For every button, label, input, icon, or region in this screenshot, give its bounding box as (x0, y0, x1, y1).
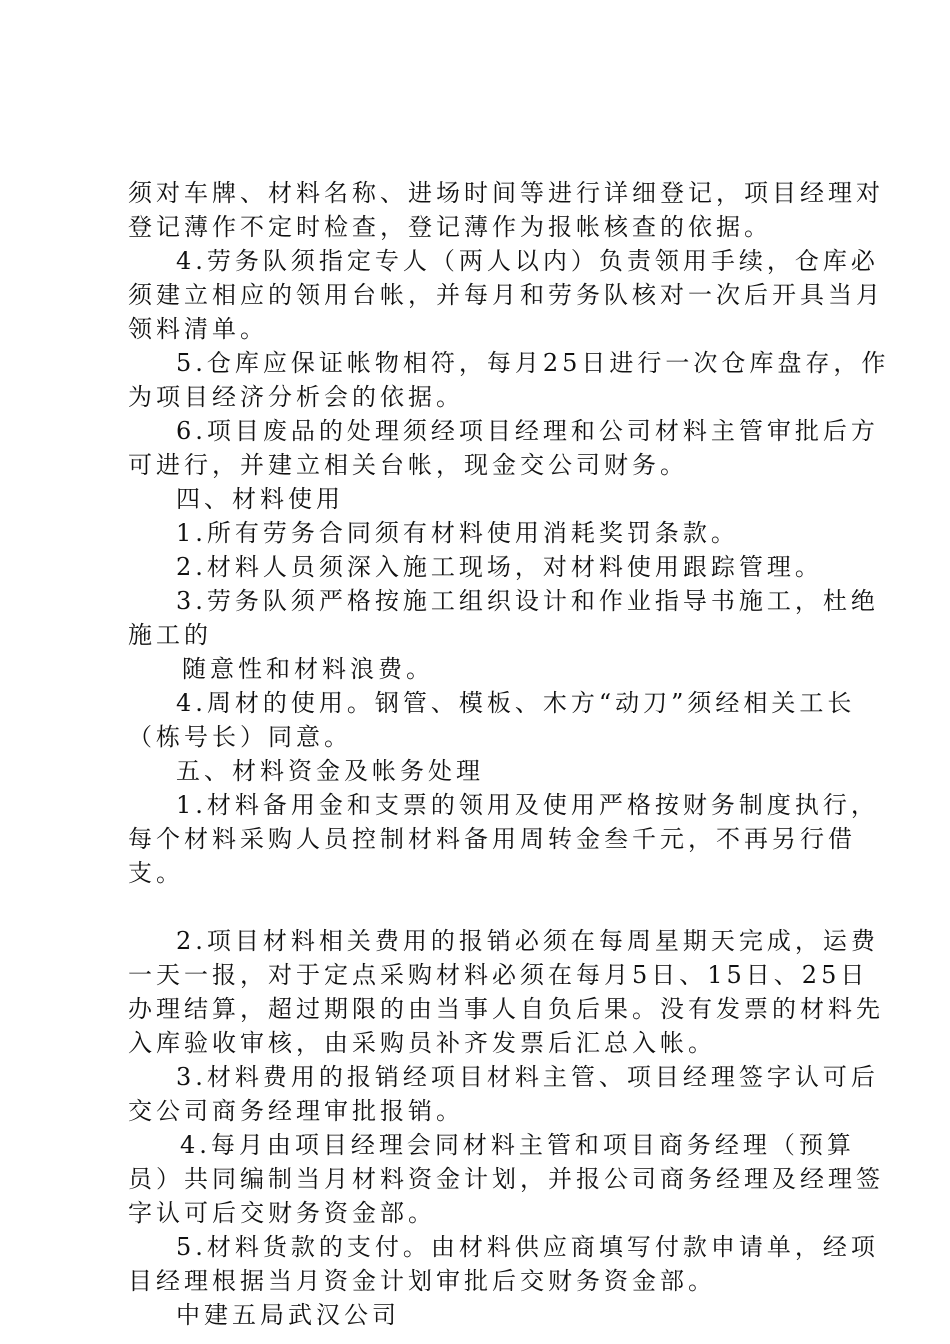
paragraph-funds-item-5: 5.材料货款的支付。由材料供应商填写付款申请单，经项目经理根据当月资金计划审批后交财务资金部。 (128, 1233, 879, 1295)
paragraph-item-4-labor: 4.劳务队须指定专人（两人以内）负责领用手续，仓库必须建立相应的领用台帐，并每月和劳务队核对一次后开具当月领料清单。 (128, 247, 884, 343)
paragraph-funds-item-4: 4.每月由项目经理会同材料主管和项目商务经理（预算员）共同编制当月材料资金计划，并报公司商务经理及经理签字认可后交财务资金部。 (128, 1131, 884, 1227)
paragraph-use-item-3: 3.劳务队须严格按施工组织设计和作业指导书施工，杜绝施工的 (128, 587, 879, 649)
paragraph-registration: 须对车牌、材料名称、进场时间等进行详细登记，项目经理对登记薄作不定时检查，登记薄作为报帐核查的依据。 (128, 179, 884, 241)
paragraph-use-item-3-continued: 随意性和材料浪费。 (182, 655, 434, 683)
section-heading-funds-accounts: 五、材料资金及帐务处理 (176, 757, 484, 785)
signature-company: 中建五局武汉公司 (176, 1301, 400, 1329)
paragraph-funds-item-1: 1.材料备用金和支票的领用及使用严格按财务制度执行，每个材料采购人员控制材料备用周转金叁千元，不再另行借支。 (128, 791, 879, 887)
paragraph-use-item-1: 1.所有劳务合同须有材料使用消耗奖罚条款。 (176, 519, 739, 547)
paragraph-use-item-2: 2.材料人员须深入施工现场，对材料使用跟踪管理。 (176, 553, 823, 581)
paragraph-item-6-waste: 6.项目废品的处理须经项目经理和公司材料主管审批后方可进行，并建立相关台帐，现金交公司财务。 (128, 417, 879, 479)
section-heading-material-use: 四、材料使用 (176, 485, 344, 513)
paragraph-funds-item-2: 2.项目材料相关费用的报销必须在每周星期天完成，运费一天一报，对于定点采购材料必须在每月5日、15日、25日办理结算，超过期限的由当事人自负后果。没有发票的材料先入库验收审核，由采购员补齐发票后汇总入帐。 (128, 927, 884, 1057)
paragraph-funds-item-3: 3.材料费用的报销经项目材料主管、项目经理签字认可后交公司商务经理审批报销。 (128, 1063, 879, 1125)
paragraph-item-5-warehouse: 5.仓库应保证帐物相符，每月25日进行一次仓库盘存，作为项目经济分析会的依据。 (128, 349, 890, 411)
blank-line (128, 890, 890, 924)
paragraph-use-item-4: 4.周材的使用。钢管、模板、木方“动刀”须经相关工长（栋号长）同意。 (128, 689, 856, 751)
